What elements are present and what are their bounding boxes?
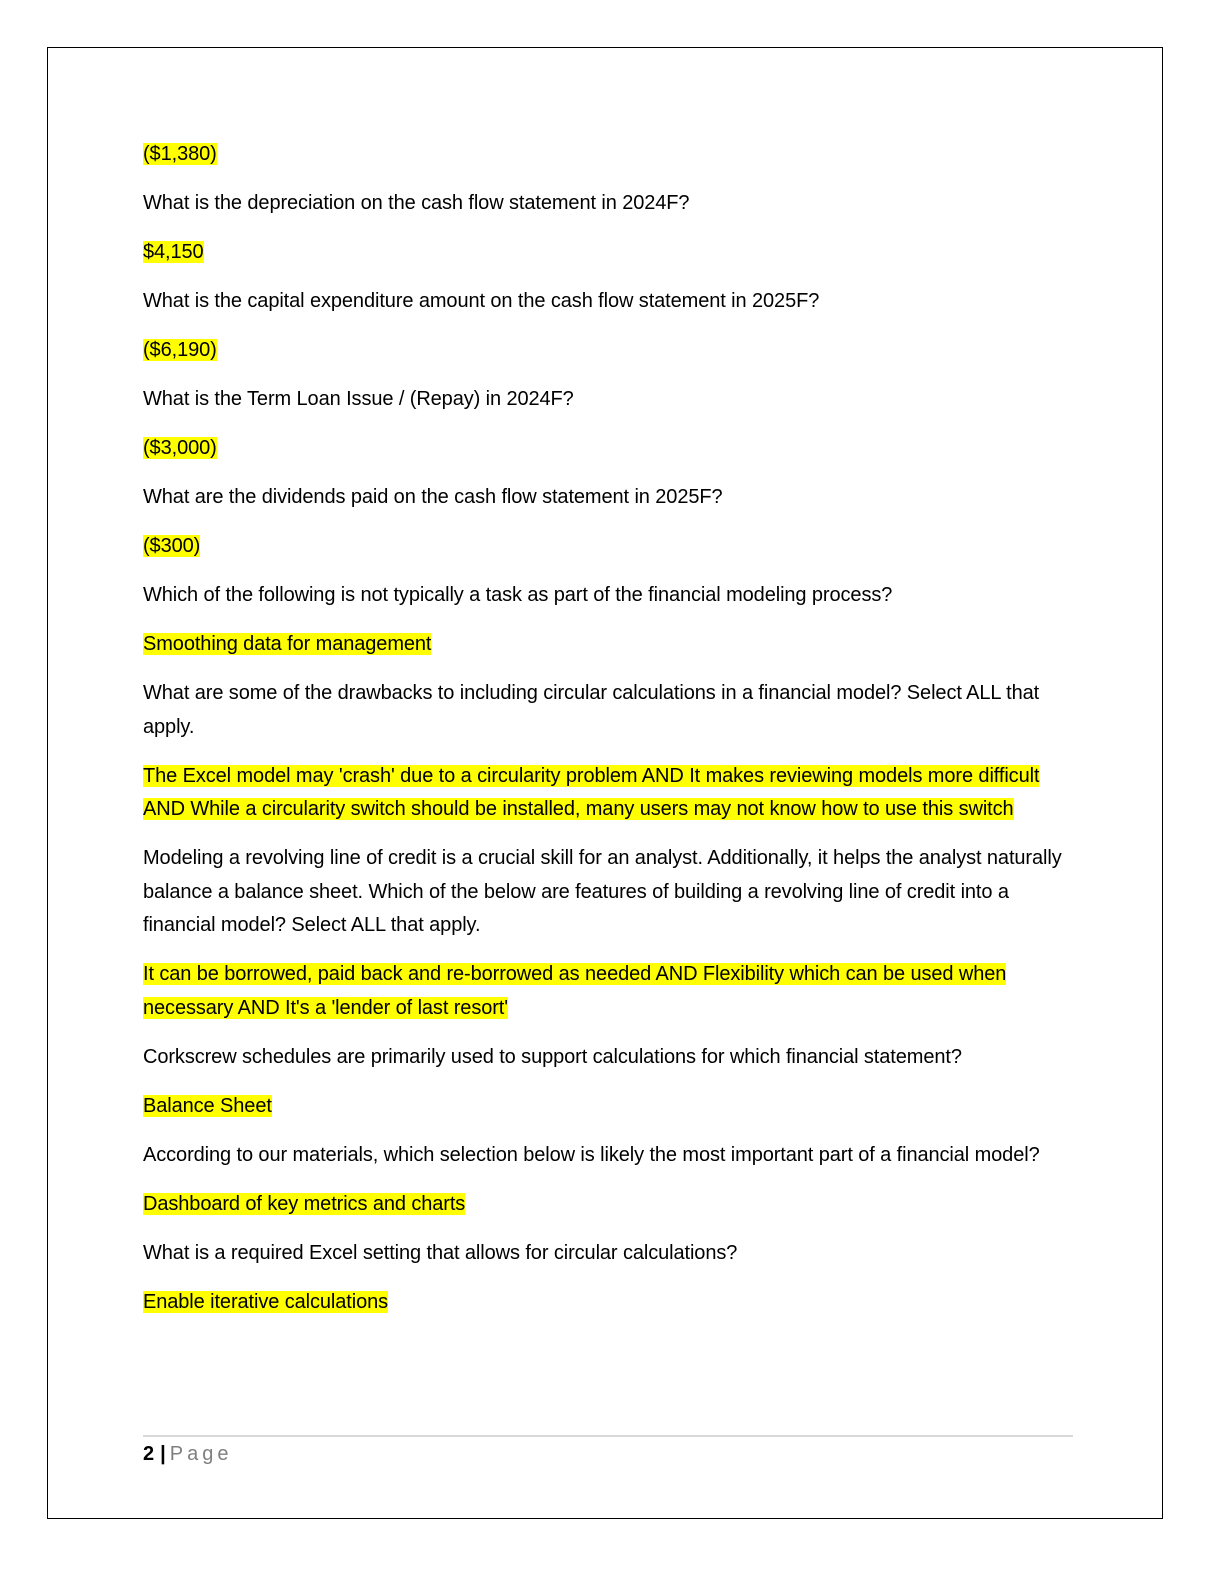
answer-text: The Excel model may 'crash' due to a circularity problem AND It makes reviewing models more difficult AND While a circularity switch should be installed, many users may not know how to use this switch [143,764,1040,820]
answer-text: ($300) [143,535,201,557]
question-text: According to our materials, which selection below is likely the most important part of a financial model? [143,1143,1040,1166]
answer-text: ($6,190) [143,339,217,361]
question-text: What is the capital expenditure amount on the cash flow statement in 2025F? [143,290,820,312]
answer-text: Balance Sheet [143,1094,272,1117]
question-text: What is the Term Loan Issue / (Repay) in 2024F? [143,388,574,410]
question-text: Modeling a revolving line of credit is a crucial skill for an analyst. Additionally, it helps the analyst naturally balance a balance sheet. Which of the below are features of building a revolving line of credit into a financial model? Select ALL that apply. [143,847,1062,936]
page-footer [143,1438,232,1471]
question-text: What are some of the drawbacks to including circular calculations in a financial model? Select ALL that apply. [143,682,1040,738]
answer-text: Enable iterative calculations [143,1290,389,1313]
question-text: Corkscrew schedules are primarily used to support calculations for which financial statement? [143,1045,962,1068]
answer-text: It can be borrowed, paid back and re-borrowed as needed AND Flexibility which can be used when necessary AND It's a 'lender of last resort' [143,963,1007,1019]
page-label: Page [169,1443,233,1465]
footer-divider [143,1435,1073,1437]
answer-text: Dashboard of key metrics and charts [143,1192,466,1215]
answer-text: ($3,000) [143,437,217,459]
question-text: What is a required Excel setting that allows for circular calculations? [143,1241,738,1264]
question-text: Which of the following is not typically a task as part of the financial modeling process? [143,584,893,606]
question-text: What is the depreciation on the cash flow statement in 2024F? [143,192,690,214]
answer-text: $4,150 [143,241,204,263]
answer-text: ($1,380) [143,143,217,165]
answer-text: Smoothing data for management [143,633,432,655]
document-body [143,138,1073,1335]
page-number: 2 [143,1443,155,1465]
footer-separator: | [160,1443,166,1465]
question-text: What are the dividends paid on the cash flow statement in 2025F? [143,486,723,508]
